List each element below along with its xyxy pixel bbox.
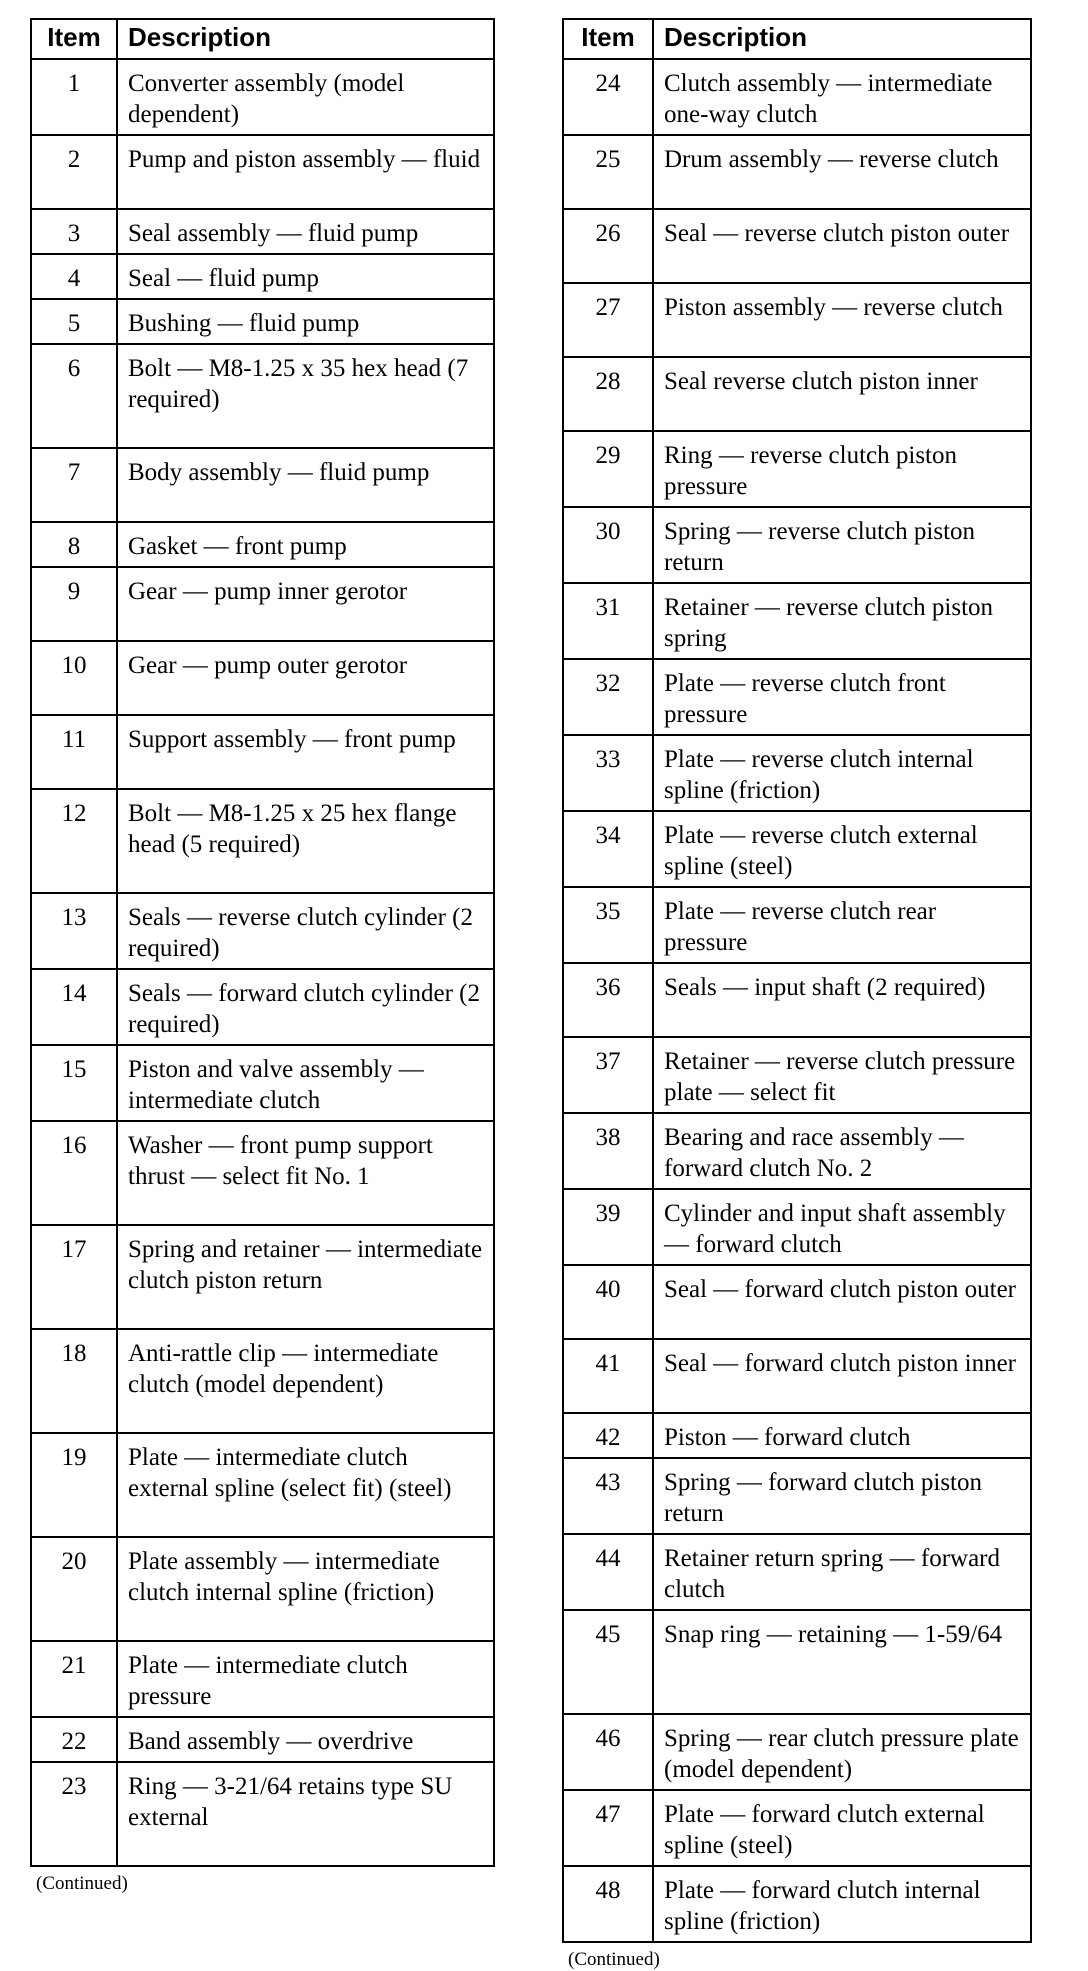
description-cell: Piston assembly — reverse clutch: [653, 283, 1031, 357]
item-number-cell: 5: [31, 299, 117, 344]
table-row: [563, 1189, 1031, 1265]
table-row: [31, 1121, 494, 1225]
item-number-cell: 38: [563, 1113, 653, 1189]
item-number-cell: 39: [563, 1189, 653, 1265]
table-row: [563, 887, 1031, 963]
item-number-cell: 2: [31, 135, 117, 209]
table-row: [563, 1790, 1031, 1866]
description-cell: Ring — reverse clutch piston pressure: [653, 431, 1031, 507]
table-row: [563, 1866, 1031, 1942]
item-number-cell: 30: [563, 507, 653, 583]
description-cell: Plate — intermediate clutch external spline (select fit) (steel): [117, 1433, 494, 1537]
table-row: [563, 735, 1031, 811]
table-row: [563, 59, 1031, 135]
item-number-cell: 8: [31, 522, 117, 567]
description-cell: Anti-rattle clip — intermediate clutch (model dependent): [117, 1329, 494, 1433]
table-row: [563, 963, 1031, 1037]
parts-table-left-body: [31, 59, 494, 1866]
table-row: [563, 209, 1031, 283]
item-number-cell: 47: [563, 1790, 653, 1866]
table-row: [31, 789, 494, 893]
description-cell: Spring and retainer — intermediate clutch piston return: [117, 1225, 494, 1329]
description-cell: Band assembly — overdrive: [117, 1717, 494, 1762]
item-number-cell: 28: [563, 357, 653, 431]
description-cell: Bolt — M8-1.25 x 25 hex flange head (5 required): [117, 789, 494, 893]
item-number-cell: 19: [31, 1433, 117, 1537]
item-number-cell: 21: [31, 1641, 117, 1717]
item-number-cell: 48: [563, 1866, 653, 1942]
table-row: [563, 507, 1031, 583]
item-number-cell: 31: [563, 583, 653, 659]
description-cell: Spring — reverse clutch piston return: [653, 507, 1031, 583]
item-number-cell: 4: [31, 254, 117, 299]
table-row: [31, 1762, 494, 1866]
description-cell: Plate — reverse clutch external spline (steel): [653, 811, 1031, 887]
description-cell: Bushing — fluid pump: [117, 299, 494, 344]
continued-note: (Continued): [568, 1949, 660, 1970]
right-column: [562, 18, 1032, 1971]
table-row: [563, 1458, 1031, 1534]
item-number-cell: 9: [31, 567, 117, 641]
item-number-cell: 33: [563, 735, 653, 811]
table-row: [31, 893, 494, 969]
table-header-row: [31, 19, 494, 59]
item-number-cell: 20: [31, 1537, 117, 1641]
description-cell: Retainer — reverse clutch pressure plate — select fit: [653, 1037, 1031, 1113]
description-cell: Seal — forward clutch piston outer: [653, 1265, 1031, 1339]
item-number-cell: 10: [31, 641, 117, 715]
description-cell: Spring — rear clutch pressure plate (model dependent): [653, 1714, 1031, 1790]
item-number-cell: 46: [563, 1714, 653, 1790]
item-number-cell: 18: [31, 1329, 117, 1433]
description-cell: Seal assembly — fluid pump: [117, 209, 494, 254]
item-number-cell: 14: [31, 969, 117, 1045]
item-number-cell: 6: [31, 344, 117, 448]
description-cell: Seal reverse clutch piston inner: [653, 357, 1031, 431]
table-row: [31, 254, 494, 299]
description-cell: Plate — intermediate clutch pressure: [117, 1641, 494, 1717]
table-row: [31, 1717, 494, 1762]
item-number-cell: 25: [563, 135, 653, 209]
parts-table-right-body: [563, 59, 1031, 1942]
description-cell: Gasket — front pump: [117, 522, 494, 567]
table-row: [563, 135, 1031, 209]
description-cell: Plate — forward clutch external spline (steel): [653, 1790, 1031, 1866]
table-row: [31, 715, 494, 789]
item-number-cell: 27: [563, 283, 653, 357]
table-row: [563, 431, 1031, 507]
item-number-cell: 15: [31, 1045, 117, 1121]
description-cell: Seal — reverse clutch piston outer: [653, 209, 1031, 283]
table-row: [31, 522, 494, 567]
item-number-cell: 26: [563, 209, 653, 283]
left-column: [30, 18, 495, 1895]
item-number-cell: 17: [31, 1225, 117, 1329]
table-row: [563, 811, 1031, 887]
description-cell: Seal — forward clutch piston inner: [653, 1339, 1031, 1413]
table-row: [31, 135, 494, 209]
table-row: [31, 1537, 494, 1641]
description-cell: Seal — fluid pump: [117, 254, 494, 299]
description-cell: Seals — input shaft (2 required): [653, 963, 1031, 1037]
description-cell: Plate — reverse clutch front pressure: [653, 659, 1031, 735]
table-row: [31, 1329, 494, 1433]
item-column-header: Item: [31, 19, 117, 59]
table-row: [563, 1265, 1031, 1339]
table-row: [31, 1641, 494, 1717]
description-cell: Bearing and race assembly — forward clutch No. 2: [653, 1113, 1031, 1189]
description-cell: Spring — forward clutch piston return: [653, 1458, 1031, 1534]
description-cell: Gear — pump inner gerotor: [117, 567, 494, 641]
item-number-cell: 37: [563, 1037, 653, 1113]
item-number-cell: 11: [31, 715, 117, 789]
table-row: [563, 283, 1031, 357]
description-cell: Retainer return spring — forward clutch: [653, 1534, 1031, 1610]
item-number-cell: 12: [31, 789, 117, 893]
item-number-cell: 3: [31, 209, 117, 254]
description-cell: Bolt — M8-1.25 x 35 hex head (7 required): [117, 344, 494, 448]
table-row: [31, 641, 494, 715]
table-row: [563, 1113, 1031, 1189]
description-cell: Piston — forward clutch: [653, 1413, 1031, 1458]
continued-note: (Continued): [36, 1873, 128, 1894]
table-row: [563, 659, 1031, 735]
table-row: [563, 357, 1031, 431]
table-row: [31, 299, 494, 344]
description-cell: Clutch assembly — intermediate one-way clutch: [653, 59, 1031, 135]
item-number-cell: 45: [563, 1610, 653, 1714]
table-row: [563, 1610, 1031, 1714]
item-number-cell: 44: [563, 1534, 653, 1610]
item-number-cell: 35: [563, 887, 653, 963]
table-row: [563, 1714, 1031, 1790]
table-row: [31, 567, 494, 641]
item-number-cell: 16: [31, 1121, 117, 1225]
table-row: [31, 1045, 494, 1121]
table-row: [563, 1534, 1031, 1610]
description-cell: Drum assembly — reverse clutch: [653, 135, 1031, 209]
table-row: [563, 1339, 1031, 1413]
description-cell: Ring — 3-21/64 retains type SU external: [117, 1762, 494, 1866]
description-cell: Plate — reverse clutch internal spline (friction): [653, 735, 1031, 811]
description-cell: Retainer — reverse clutch piston spring: [653, 583, 1031, 659]
item-number-cell: 13: [31, 893, 117, 969]
description-cell: Gear — pump outer gerotor: [117, 641, 494, 715]
description-cell: Cylinder and input shaft assembly — forward clutch: [653, 1189, 1031, 1265]
table-row: [31, 59, 494, 135]
description-cell: Piston and valve assembly — intermediate clutch: [117, 1045, 494, 1121]
item-number-cell: 32: [563, 659, 653, 735]
description-cell: Washer — front pump support thrust — select fit No. 1: [117, 1121, 494, 1225]
description-cell: Plate assembly — intermediate clutch internal spline (friction): [117, 1537, 494, 1641]
description-column-header: Description: [117, 19, 494, 59]
item-number-cell: 22: [31, 1717, 117, 1762]
description-cell: Seals — reverse clutch cylinder (2 required): [117, 893, 494, 969]
parts-table-left: [30, 18, 495, 1867]
item-number-cell: 36: [563, 963, 653, 1037]
description-cell: Support assembly — front pump: [117, 715, 494, 789]
item-number-cell: 43: [563, 1458, 653, 1534]
description-cell: Plate — forward clutch internal spline (friction): [653, 1866, 1031, 1942]
description-column-header: Description: [653, 19, 1031, 59]
item-number-cell: 41: [563, 1339, 653, 1413]
description-cell: Body assembly — fluid pump: [117, 448, 494, 522]
parts-table-right: [562, 18, 1032, 1943]
table-row: [31, 1225, 494, 1329]
description-cell: Snap ring — retaining — 1-59/64: [653, 1610, 1031, 1714]
item-number-cell: 34: [563, 811, 653, 887]
description-cell: Plate — reverse clutch rear pressure: [653, 887, 1031, 963]
table-row: [563, 1037, 1031, 1113]
table-row: [563, 1413, 1031, 1458]
item-number-cell: 29: [563, 431, 653, 507]
item-number-cell: 7: [31, 448, 117, 522]
item-number-cell: 42: [563, 1413, 653, 1458]
item-number-cell: 1: [31, 59, 117, 135]
table-header-row: [563, 19, 1031, 59]
item-column-header: Item: [563, 19, 653, 59]
description-cell: Converter assembly (model dependent): [117, 59, 494, 135]
table-row: [563, 583, 1031, 659]
description-cell: Pump and piston assembly — fluid: [117, 135, 494, 209]
table-row: [31, 344, 494, 448]
item-number-cell: 23: [31, 1762, 117, 1866]
item-number-cell: 40: [563, 1265, 653, 1339]
item-number-cell: 24: [563, 59, 653, 135]
table-row: [31, 1433, 494, 1537]
description-cell: Seals — forward clutch cylinder (2 required): [117, 969, 494, 1045]
table-row: [31, 969, 494, 1045]
table-row: [31, 209, 494, 254]
table-row: [31, 448, 494, 522]
